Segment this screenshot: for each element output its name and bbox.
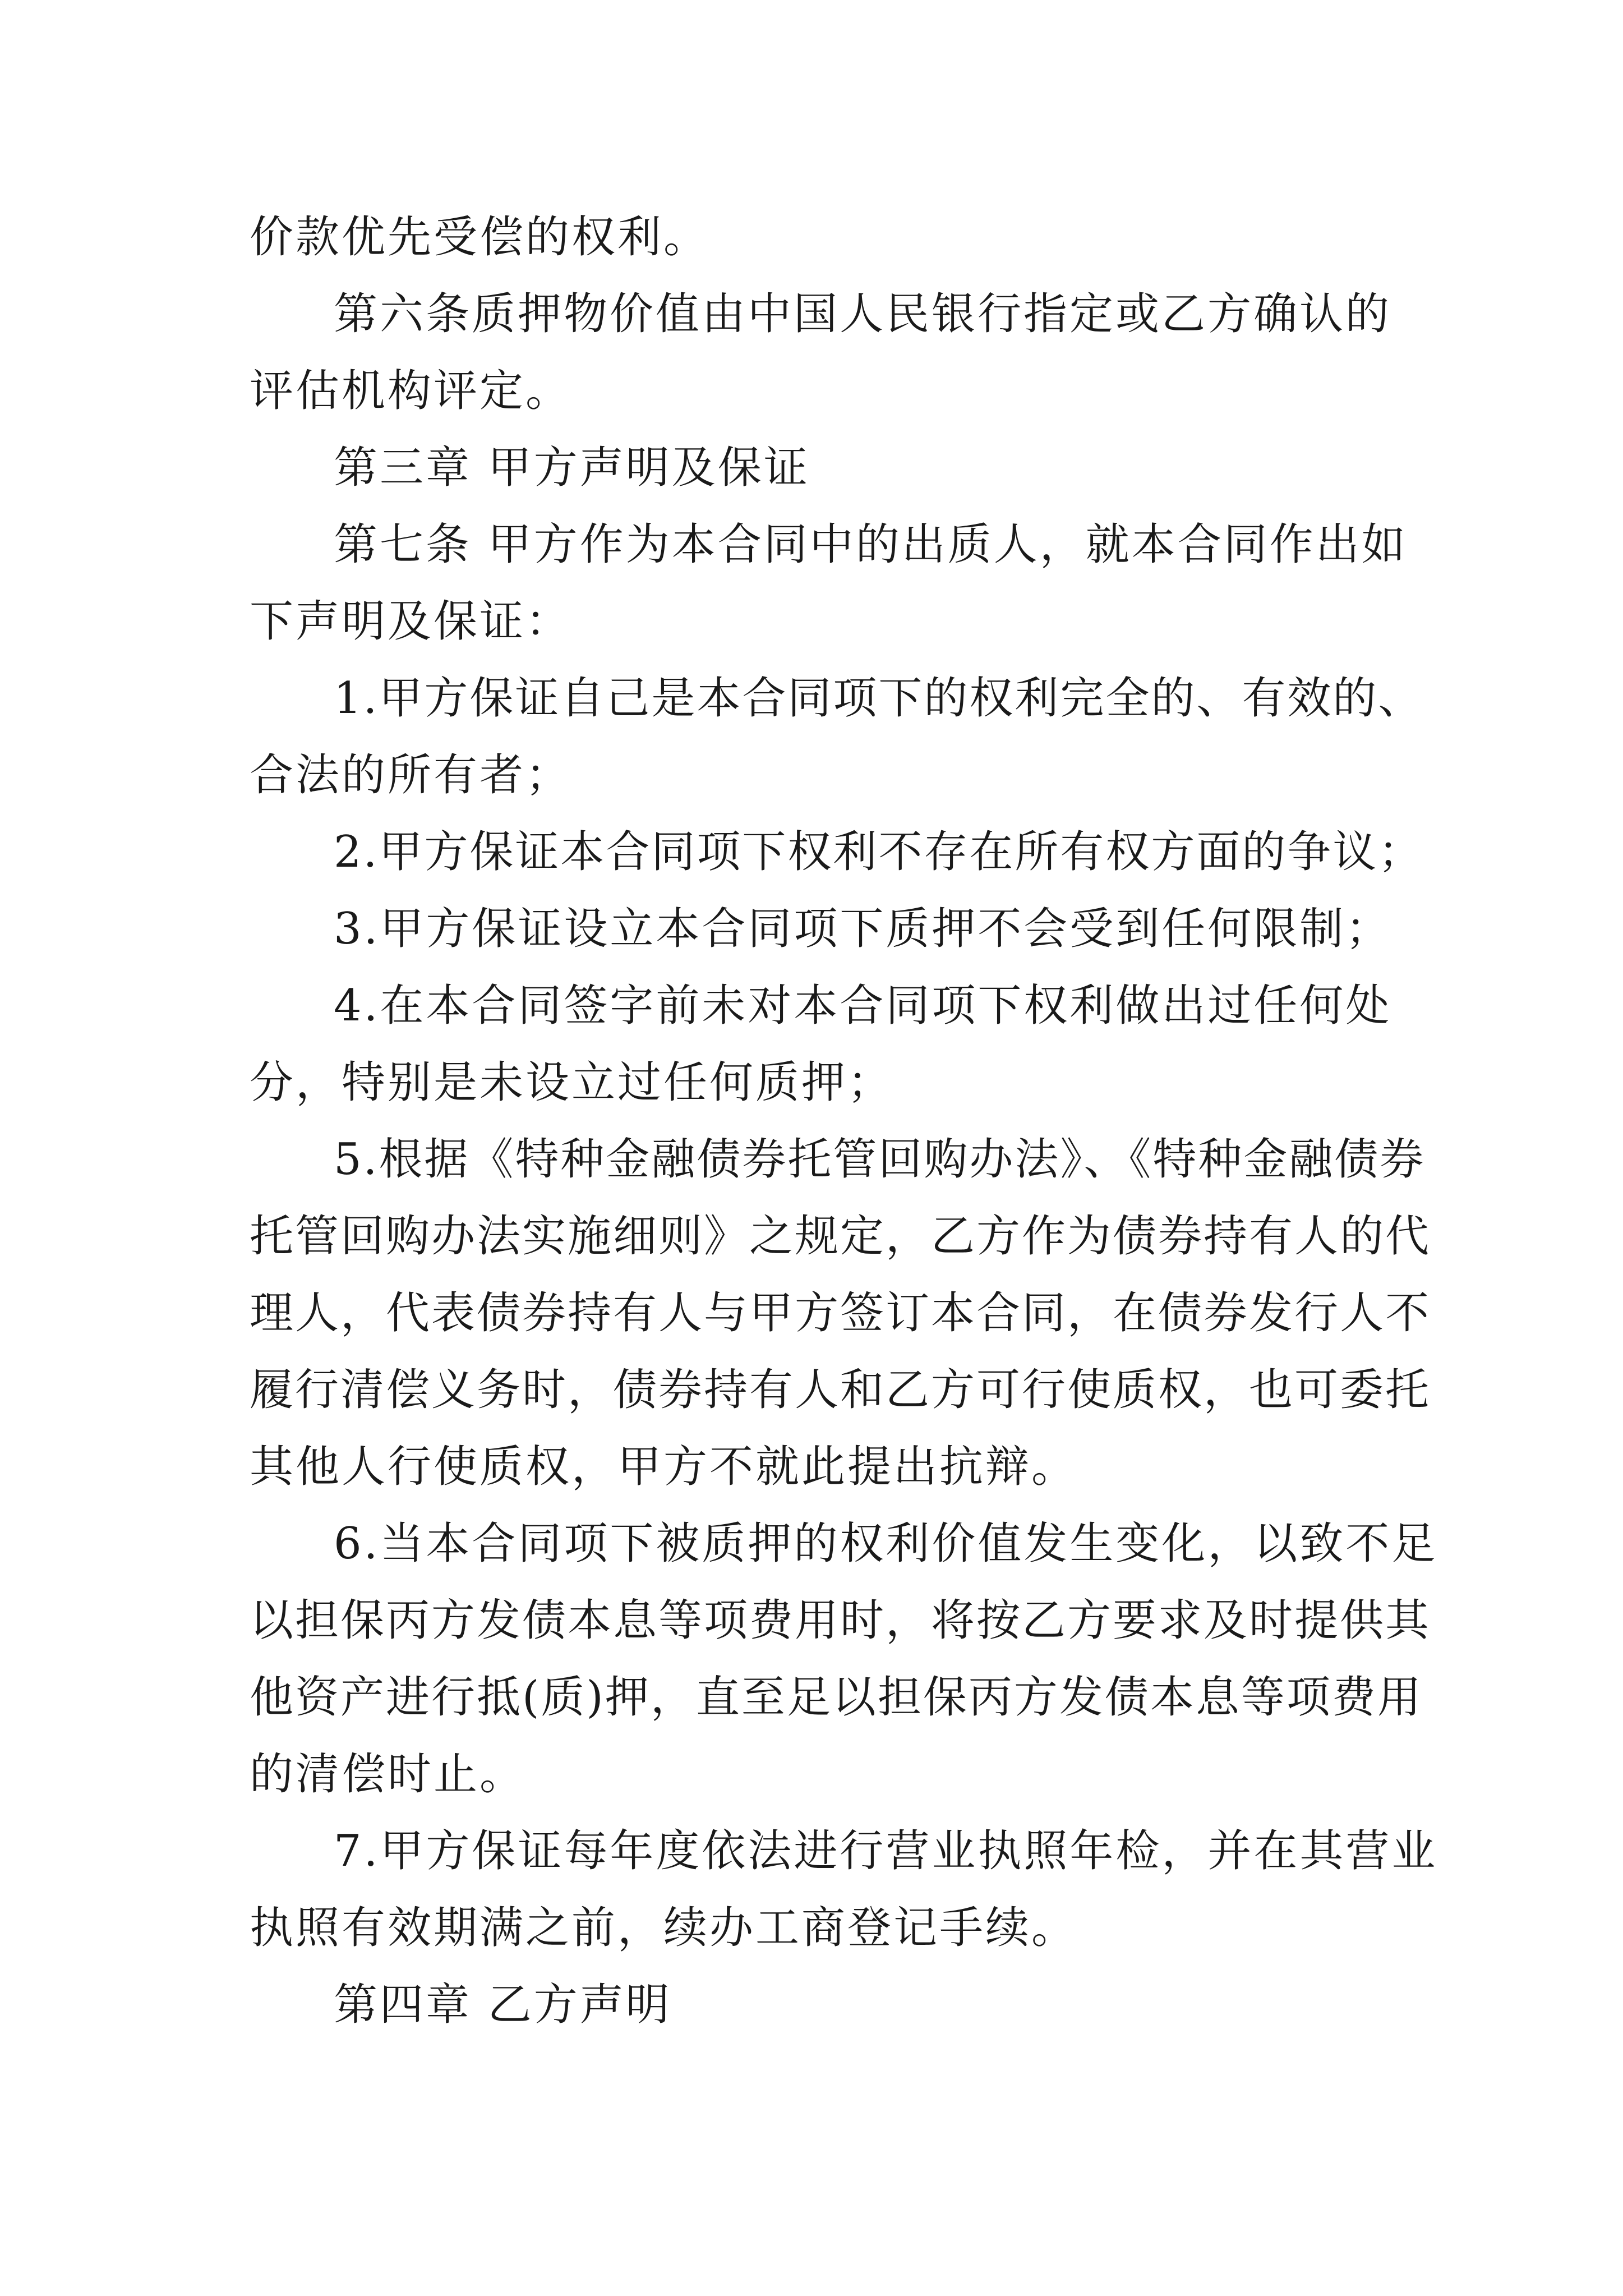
list-item-line: 6.当本合同项下被质押的权利价值发生变化，以致不足 — [334, 1519, 1438, 1569]
list-item-line: 7.甲方保证每年度依法进行营业执照年检，并在其营业 — [334, 1826, 1438, 1876]
chapter-heading: 第四章 乙方声明 — [334, 1980, 672, 2030]
list-item-line: 分，特别是未设立过任何质押； — [250, 1057, 894, 1108]
list-item-line: 他资产进行抵(质)押，直至足以担保丙方发债本息等项费用 — [250, 1672, 1423, 1723]
list-item-line: 以担保丙方发债本息等项费用时，将按乙方要求及时提供其 — [250, 1595, 1431, 1646]
chapter-heading: 第三章 甲方声明及保证 — [334, 443, 810, 493]
list-item-line: 5.根据《特种金融债券托管回购办法》、《特种金融债券 — [334, 1134, 1426, 1185]
list-item-line: 2.甲方保证本合同项下权利不存在所有权方面的争议； — [334, 827, 1424, 877]
paragraph-line: 价款优先受偿的权利。 — [250, 212, 710, 263]
paragraph-line: 第七条 甲方作为本合同中的出质人，就本合同作出如 — [334, 519, 1408, 570]
document-body — [250, 199, 1438, 2044]
list-item-line: 履行清偿义务时，债券持有人和乙方可行使质权，也可委托 — [250, 1365, 1431, 1415]
paragraph-line: 评估机构评定。 — [250, 366, 572, 416]
list-item-line: 3.甲方保证设立本合同项下质押不会受到任何限制； — [334, 904, 1392, 954]
list-item-line: 1.甲方保证自己是本合同项下的权利完全的、有效的、 — [334, 673, 1424, 724]
list-item-line: 托管回购办法实施细则》之规定，乙方作为债券持有人的代 — [250, 1211, 1431, 1262]
list-item-line: 理人，代表债券持有人与甲方签订本合同，在债券发行人不 — [250, 1288, 1431, 1338]
list-item-line: 合法的所有者； — [250, 750, 572, 800]
list-item-line: 其他人行使质权，甲方不就此提出抗辩。 — [250, 1442, 1078, 1492]
paragraph-line: 下声明及保证： — [250, 596, 572, 647]
list-item-line: 执照有效期满之前，续办工商登记手续。 — [250, 1903, 1078, 1953]
list-item-line: 的清偿时止。 — [250, 1749, 526, 1800]
list-item-line: 4.在本合同签字前未对本合同项下权利做出过任何处 — [334, 981, 1392, 1031]
paragraph-line: 第六条质押物价值由中国人民银行指定或乙方确认的 — [334, 289, 1392, 339]
